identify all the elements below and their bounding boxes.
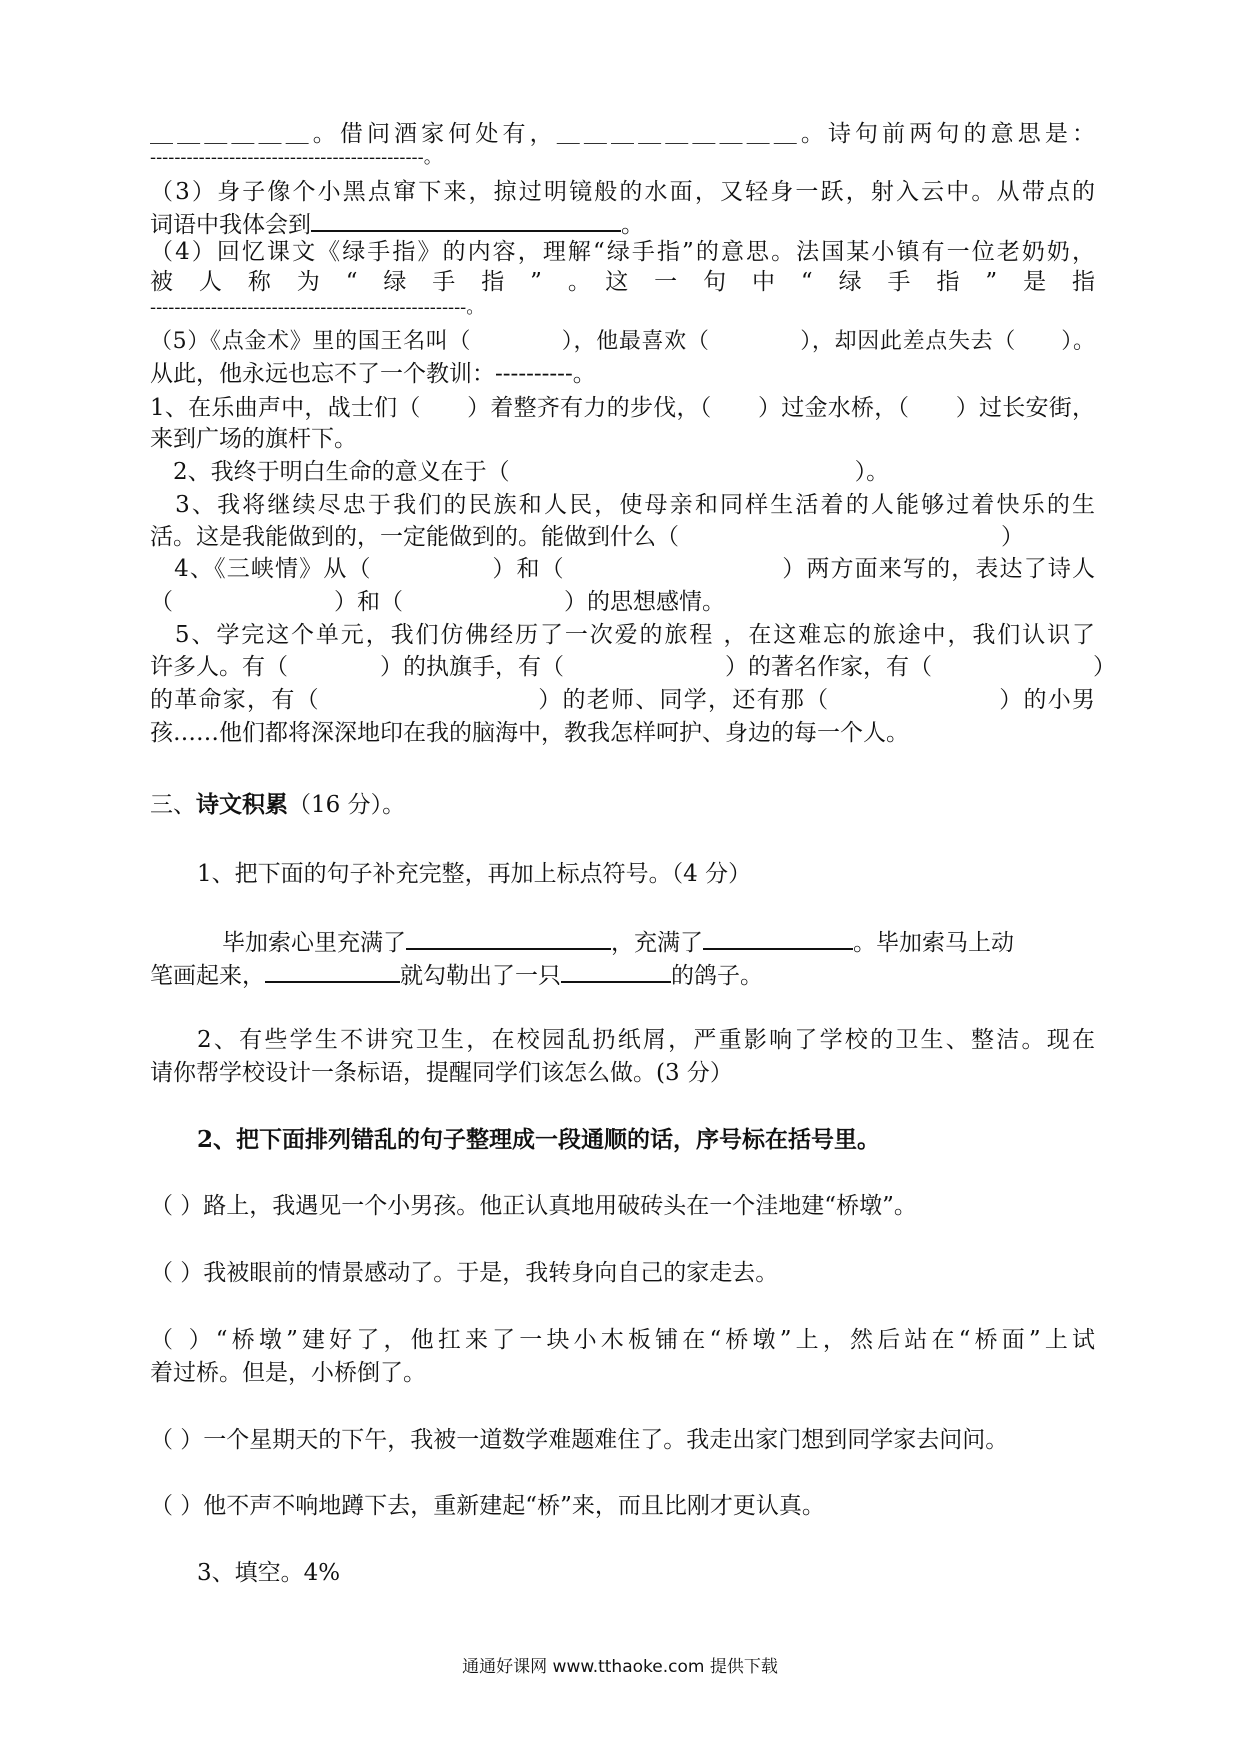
answer-blank — [703, 924, 853, 950]
section-3-heading — [150, 789, 1095, 821]
fill-text-a1: 毕加索心里充满了 — [222, 930, 406, 956]
section-3-score: （16 分）。 — [288, 792, 406, 818]
sentence-item-2: （ ）我被眼前的情景感动了。于是，我转身向自己的家走去。 — [150, 1260, 779, 1286]
sentence-item-1: （ ）路上，我遇见一个小男孩。他正认真地用破砖头在一个洼地建“桥墩”。 — [150, 1193, 917, 1219]
question-4-title: 3、填空。4% — [197, 1560, 341, 1586]
text-line-10: 1、在乐曲声中，战士们（ ）着整齐有力的步伐，（ ）过金水桥，（ ）过长安街， — [150, 395, 1095, 421]
text-line-6: 被 人 称 为 “ 绿 手 指 ” 。 这 一 句 中 “ 绿 手 指 ” 是 指 — [150, 269, 1095, 295]
answer-blank — [406, 924, 611, 950]
sentence-item-4: （ ）一个星期天的下午，我被一道数学难题难住了。我走出家门想到同学家去问问。 — [150, 1427, 1009, 1453]
text-line-8: （5）《点金术》里的国王名叫（ ），他最喜欢（ ），却因此差点失去（ ）。 — [150, 329, 1095, 354]
text-line-7: ----------------------------------------------------。 — [150, 297, 485, 318]
text-line-14: 活。这是我能做到的，一定能做到的。能做到什么（ ） — [150, 524, 1024, 550]
sentence-item-5: （ ）他不声不响地蹲下去，重新建起“桥”来，而且比刚才更认真。 — [150, 1493, 825, 1519]
question-3-title: 2、把下面排列错乱的句子整理成一段通顺的话，序号标在括号里。 — [197, 1126, 881, 1153]
question-2-line-2: 请你帮学校设计一条标语，提醒同学们该怎么做。(3 分） — [150, 1060, 733, 1086]
question-1-prompt: 1、把下面的句子补充完整，再加上标点符号。（4 分） — [197, 861, 752, 887]
text-line-16: （ ）和（ ）的思想感情。 — [150, 589, 725, 615]
fill-text-b2: 就勾勒出了一只 — [400, 963, 561, 989]
question-1-line-b — [150, 957, 1095, 992]
text-line-1: ＿＿＿＿＿＿。借问酒家何处有，＿＿＿＿＿＿＿＿＿。诗句前两句的意思是： — [150, 121, 1095, 147]
text-line-13: 3、我将继续尽忠于我们的民族和人民，使母亲和同样生活着的人能够过着快乐的生 — [150, 492, 1095, 518]
section-3-title: 诗文积累 — [196, 791, 288, 818]
page-footer: 通通好课网 www.tthaoke.com 提供下载 — [462, 1657, 778, 1677]
text-line-2: ---------------------------------------------。 — [150, 147, 442, 168]
text-line-15: 4、《三峡情》从（ ）和（ ）两方面来写的，表达了诗人 — [150, 556, 1095, 582]
text-line-3: （3）身子像个小黑点窜下来，掠过明镜般的水面，又轻身一跃，射入云中。从带点的 — [150, 179, 1095, 205]
text-line-11: 来到广场的旗杆下。 — [150, 426, 357, 452]
fill-text-b1: 笔画起来， — [150, 963, 265, 989]
text-line-19: 的革命家，有（ ）的老师、同学，还有那（ ）的小男 — [150, 687, 1095, 713]
text-line-18: 许多人。有（ ）的执旗手，有（ ）的著名作家，有（ ） — [150, 654, 1116, 680]
question-2-line-1: 2、有些学生不讲究卫生，在校园乱扔纸屑，严重影响了学校的卫生、整洁。现在 — [197, 1027, 1095, 1053]
answer-blank — [561, 957, 671, 983]
text-line-20: 孩……他们都将深深地印在我的脑海中，教我怎样呵护、身边的每一个人。 — [150, 720, 909, 746]
answer-blank — [311, 206, 621, 232]
text-line-9: 从此，他永远也忘不了一个教训：----------。 — [150, 361, 596, 387]
section-3-prefix: 三、 — [150, 792, 196, 818]
text-line-4-end: 。 — [621, 212, 644, 238]
sentence-item-3-continued: 着过桥。但是，小桥倒了。 — [150, 1360, 426, 1386]
question-1-line-a — [222, 924, 1167, 959]
text-line-4-start: 词语中我体会到 — [150, 212, 311, 238]
text-line-17: 5、学完这个单元，我们仿佛经历了一次爱的旅程 ，在这难忘的旅途中，我们认识了 — [150, 622, 1095, 648]
answer-blank — [265, 957, 400, 983]
fill-text-b3: 的鸽子。 — [671, 963, 763, 989]
text-line-5: （4）回忆课文《绿手指》的内容，理解“绿手指”的意思。法国某小镇有一位老奶奶， — [150, 239, 1095, 265]
fill-text-a3: 。毕加索马上动 — [853, 930, 1014, 956]
fill-text-a2: ，充满了 — [611, 930, 703, 956]
sentence-item-3: （ ）“桥墩”建好了，他扛来了一块小木板铺在“桥墩”上，然后站在“桥面”上试 — [150, 1327, 1095, 1353]
text-line-12: 2、我终于明白生命的意义在于（ ）。 — [150, 459, 890, 485]
